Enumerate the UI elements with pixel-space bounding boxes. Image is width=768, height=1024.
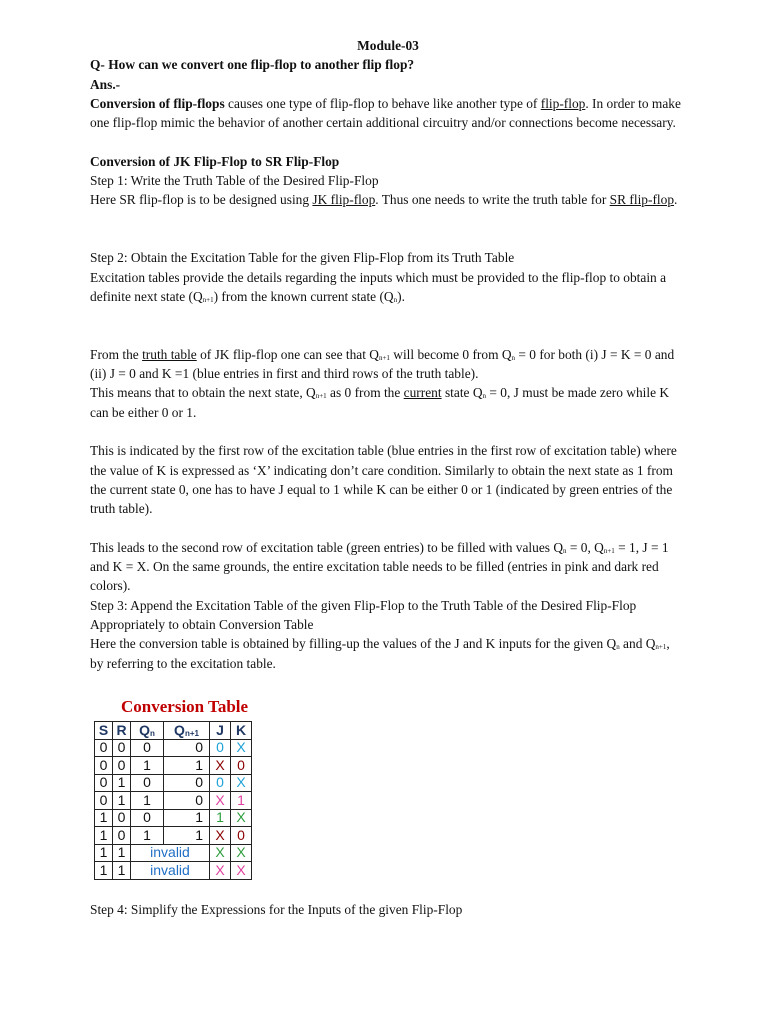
cell-qn1: 1 xyxy=(164,827,210,845)
step2-paragraph-2: From the truth table of JK flip-flop one can see that $Q_{n+1}$ will become 0 from $Q_n = 0$ for both (i) J = K = 0 and (ii) J = 0 and K =1 (blue entries in first and third rows of the truth table). xyxy=(90,346,675,382)
cell-j: X xyxy=(210,757,231,775)
header-j: J xyxy=(210,722,231,740)
cell-k: 0 xyxy=(231,827,252,845)
step2-paragraph-5: This leads to the second row of excitation table (green entries) to be filled with values $Q_n = 0$, $Q_{n+1} = 1$, J = 1 and K = X. On the same grounds, the entire excitation table needs to be filled (entries in pink and dark red colors). xyxy=(90,539,669,594)
cell-qn: 1 xyxy=(131,757,164,775)
intro-paragraph: Conversion of flip-flops causes one type of flip-flop to behave like another type of flip-flop. In order to make one flip-flop mimic the behavior of another certain additional circuitry and/or connections become necessary. xyxy=(90,95,681,131)
cell-k: X xyxy=(231,774,252,792)
conversion-table-header-row xyxy=(95,722,252,740)
cell-r: 1 xyxy=(113,792,131,810)
step4-title: Step 4: Simplify the Expressions for the Inputs of the given Flip-Flop xyxy=(90,902,463,917)
module-title: Module-03 xyxy=(357,38,419,53)
step1-title: Step 1: Write the Truth Table of the Desired Flip-Flop xyxy=(90,173,379,189)
cell-invalid: invalid xyxy=(131,844,210,862)
cell-s: 0 xyxy=(95,792,113,810)
current-link[interactable]: current xyxy=(403,385,442,401)
cell-qn: 1 xyxy=(131,827,164,845)
step2-paragraph-3: This means that to obtain the next state, $Q_{n+1}$ as 0 from the current state $Q_n = 0$, J must be made zero while K can be either 0 or 1. xyxy=(90,385,670,420)
header-r: R xyxy=(113,722,131,740)
cell-j: 0 xyxy=(210,739,231,757)
cell-s: 1 xyxy=(95,809,113,827)
table-row xyxy=(95,844,252,862)
cell-qn: 1 xyxy=(131,792,164,810)
step2-paragraph-4: This is indicated by the first row of the excitation table (blue entries in the first row of excitation table) where the value of K is expressed as ‘X’ indicating don’t care condition. Similarly to obtain the next state as 1 from the current state 0, one has to have J equal to 1 while K can be either 0 or 1 (indicated by green entries of the truth table). xyxy=(90,443,677,517)
jk-flip-flop-link[interactable]: JK flip-flop xyxy=(312,192,376,208)
conversion-table xyxy=(94,721,252,880)
conversion-table-title: Conversion Table xyxy=(121,697,249,716)
cell-s: 1 xyxy=(95,827,113,845)
cell-j: 1 xyxy=(210,809,231,827)
cell-r: 1 xyxy=(113,774,131,792)
table-row xyxy=(95,774,252,792)
section-heading: Conversion of JK Flip-Flop to SR Flip-Flop xyxy=(90,153,340,169)
cell-qn: 0 xyxy=(131,809,164,827)
cell-qn1: 0 xyxy=(164,792,210,810)
document-body xyxy=(90,36,686,673)
cell-s: 0 xyxy=(95,739,113,757)
header-k: K xyxy=(231,722,252,740)
cell-k: X xyxy=(231,739,252,757)
cell-s: 1 xyxy=(95,844,113,862)
cell-j: X xyxy=(210,862,231,880)
cell-k: 1 xyxy=(231,792,252,810)
cell-k: X xyxy=(231,862,252,880)
header-s: S xyxy=(95,722,113,740)
flip-flop-link[interactable]: flip-flop xyxy=(540,95,586,111)
cell-j: X xyxy=(210,827,231,845)
cell-qn: 0 xyxy=(131,739,164,757)
cell-qn1: 0 xyxy=(164,774,210,792)
table-row xyxy=(95,739,252,757)
cell-j: X xyxy=(210,844,231,862)
cell-j: X xyxy=(210,792,231,810)
cell-k: X xyxy=(231,844,252,862)
step2-title: Step 2: Obtain the Excitation Table for the given Flip-Flop from its Truth Table xyxy=(90,250,515,266)
cell-j: 0 xyxy=(210,774,231,792)
sr-flip-flop-link[interactable]: SR flip-flop xyxy=(609,192,675,208)
cell-invalid: invalid xyxy=(131,862,210,880)
header-qn: $Q_n$ xyxy=(131,722,164,740)
table-row xyxy=(95,757,252,775)
question: Q- How can we convert one flip-flop to another flip flop? xyxy=(90,57,415,73)
table-row xyxy=(95,792,252,810)
cell-qn: 0 xyxy=(131,774,164,792)
cell-r: 1 xyxy=(113,862,131,880)
cell-k: X xyxy=(231,809,252,827)
cell-k: 0 xyxy=(231,757,252,775)
cell-s: 0 xyxy=(95,774,113,792)
cell-r: 1 xyxy=(113,844,131,862)
step3-text: Here the conversion table is obtained by filling-up the values of the J and K inputs for the given $Q_n$ and $Q_{n+1}$, by referring to the excitation table. xyxy=(90,636,670,671)
cell-r: 0 xyxy=(113,809,131,827)
answer-label: Ans.- xyxy=(90,76,121,92)
step1-text: Here SR flip-flop is to be designed using JK flip-flop. Thus one needs to write the truth table for SR flip-flop. xyxy=(90,192,678,208)
step3-title: Step 3: Append the Excitation Table of the given Flip-Flop to the Truth Table of the Desired Flip-Flop Appropriately to obtain Conversion Table xyxy=(90,597,637,632)
cell-s: 1 xyxy=(95,862,113,880)
header-qn1: $Q_{n+1}$ xyxy=(164,722,210,740)
cell-r: 0 xyxy=(113,827,131,845)
cell-r: 0 xyxy=(113,757,131,775)
cell-s: 0 xyxy=(95,757,113,775)
table-row xyxy=(95,827,252,845)
cell-qn1: 1 xyxy=(164,809,210,827)
table-row xyxy=(95,862,252,880)
table-row xyxy=(95,809,252,827)
truth-table-link[interactable]: truth table xyxy=(142,346,197,362)
cell-qn1: 0 xyxy=(164,739,210,757)
cell-r: 0 xyxy=(113,739,131,757)
cell-qn1: 1 xyxy=(164,757,210,775)
step2-paragraph-1: Excitation tables provide the details regarding the inputs which must be provided to the flip-flop to obtain a definite next state $(Q_{n+1})$ from the known current state $(Q_n)$. xyxy=(90,269,667,304)
